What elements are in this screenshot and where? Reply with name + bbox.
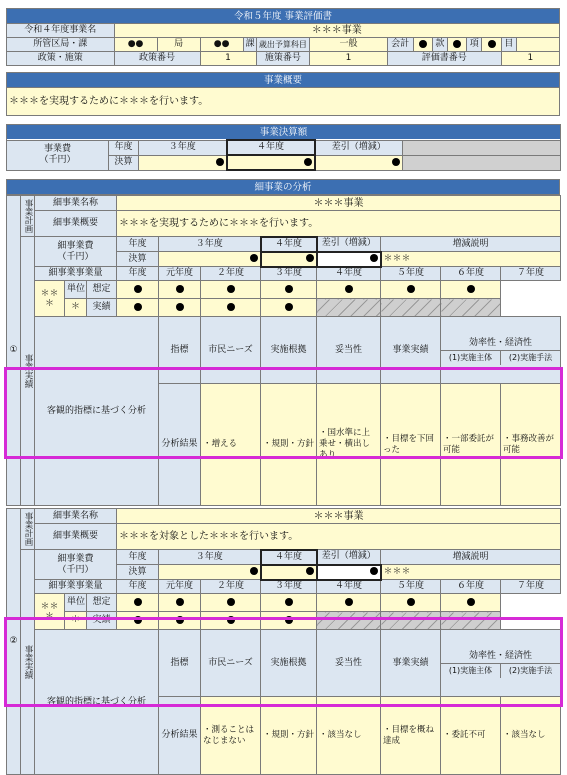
- ind-citizen: 市民ニーズ: [201, 630, 261, 697]
- actual-empty: [381, 299, 441, 317]
- dept-label: 所管区局・課: [7, 38, 115, 52]
- cost-explain: ＊＊＊: [381, 565, 561, 580]
- qty-year-col: ２年度: [201, 267, 261, 281]
- analysis-result: ・一部委託が可能: [441, 384, 501, 506]
- actual-label: 実績: [87, 612, 117, 630]
- measure-no: 1: [310, 52, 387, 66]
- unit-label: 単位: [65, 281, 87, 299]
- analysis-label: 客観的指標に基づく分析: [35, 630, 159, 775]
- overview-table: [6, 72, 560, 116]
- dept-kyoku: 局: [157, 38, 200, 52]
- kou-label: 項: [467, 38, 482, 52]
- qty-year-col: ３年度: [261, 580, 317, 594]
- cost-settle-label: 決算: [117, 565, 159, 580]
- plan-value: [201, 281, 261, 299]
- qty-year-col: ２年度: [201, 580, 261, 594]
- ind-record: 事業実績: [381, 630, 441, 697]
- qty-year-col: ４年度: [317, 267, 381, 281]
- plan-value: [201, 594, 261, 612]
- cost-col-r4: ４年度: [261, 550, 317, 565]
- item-number: ②: [7, 509, 21, 775]
- settlement-year-label: 年度: [109, 140, 139, 155]
- analysis-result: ・該当なし: [317, 697, 381, 775]
- account-label: 会計: [387, 38, 413, 52]
- cost-col-r3: ３年度: [159, 550, 261, 565]
- ind-eff-sub1: (1)実施主体: [441, 351, 501, 365]
- plan-value: [317, 594, 381, 612]
- qty-stars: ＊＊＊: [35, 594, 65, 630]
- year-label: 年度: [117, 267, 159, 281]
- cost-col-explain: 増減説明: [381, 237, 561, 252]
- analysis-result: ・該当なし: [501, 697, 561, 775]
- plan-value: [261, 281, 317, 299]
- qty-stars: ＊＊＊: [35, 281, 65, 317]
- summary-label: 細事業概要: [35, 524, 117, 550]
- project-name: ＊＊＊事業: [114, 24, 559, 38]
- settlement-r4-value: [227, 155, 315, 170]
- qty-year-col: ７年度: [501, 267, 561, 281]
- eval-no-label: 評価書番号: [387, 52, 501, 66]
- dept-dot2: ●●: [200, 38, 243, 52]
- actual-value: [261, 612, 317, 630]
- detail-item: [6, 508, 561, 775]
- qty-label: 細事業事業量: [35, 267, 117, 281]
- ind-validity: 妥当性: [317, 317, 381, 384]
- overview-title: 事業概要: [7, 73, 560, 88]
- plan-value: [117, 594, 159, 612]
- settlement-col-diff: 差引（増減）: [315, 140, 403, 155]
- actual-value: [117, 612, 159, 630]
- cost-col-r4: ４年度: [261, 237, 317, 252]
- qty-label: 細事業事業量: [35, 580, 117, 594]
- cost-explain: ＊＊＊: [381, 252, 561, 267]
- ind-citizen: 市民ニーズ: [201, 317, 261, 384]
- actual-value: [201, 299, 261, 317]
- actual-empty: [317, 299, 381, 317]
- kou-dot: [482, 38, 501, 52]
- name-label: 細事業名称: [35, 509, 117, 524]
- result-label: 分析結果: [159, 697, 201, 775]
- analysis-result: ・測ることはなじまない: [201, 697, 261, 775]
- cost-diff-value: [317, 252, 381, 267]
- actual-value: [201, 612, 261, 630]
- actual-value: [159, 612, 201, 630]
- plan-vert-label: 事業計画: [21, 196, 35, 237]
- unit-label: 単位: [65, 594, 87, 612]
- cost-col-r3: ３年度: [159, 237, 261, 252]
- account-dot: [413, 38, 432, 52]
- analysis-result: ・目標を下回った: [381, 384, 441, 506]
- plan-value: [159, 594, 201, 612]
- item-name: ＊＊＊事業: [117, 509, 561, 524]
- analysis-result: ・規則・方針: [261, 697, 317, 775]
- eval-no: 1: [501, 52, 559, 66]
- header-title: 令和５年度 事業評価書: [7, 9, 560, 24]
- qty-year-col: ６年度: [441, 267, 501, 281]
- detail-item: [6, 195, 561, 506]
- settlement-table: [6, 124, 561, 171]
- actual-empty: [441, 299, 501, 317]
- qty-year-col: ５年度: [381, 580, 441, 594]
- ind-eff-sub1: (1)実施主体: [441, 664, 501, 678]
- ka-label: 課: [243, 38, 256, 52]
- qty-year-col: ３年度: [261, 267, 317, 281]
- cost-col-diff: 差引（増減）: [317, 237, 381, 252]
- analysis-result: ・事務改善が可能: [501, 384, 561, 506]
- policy-no: 1: [200, 52, 256, 66]
- ind-basis: 実施根拠: [261, 630, 317, 697]
- actual-value: [117, 299, 159, 317]
- plan-label: 想定: [87, 281, 117, 299]
- cost-r4-value: [261, 565, 317, 580]
- kan-dot: [447, 38, 466, 52]
- actual-value: [261, 299, 317, 317]
- cost-col-diff: 差引（増減）: [317, 550, 381, 565]
- detail-items: [6, 195, 560, 775]
- actual-label: 実績: [87, 299, 117, 317]
- settlement-title: 事業決算額: [7, 125, 561, 141]
- cost-year-label: 年度: [117, 237, 159, 252]
- analysis-result: ・目標を概ね達成: [381, 697, 441, 775]
- actual-value: [159, 299, 201, 317]
- item-number: ①: [7, 196, 21, 506]
- qty-year-col: 元年度: [159, 580, 201, 594]
- measure-no-label: 施策番号: [256, 52, 310, 66]
- plan-label: 想定: [87, 594, 117, 612]
- actual-empty: [317, 612, 381, 630]
- result-vert-label: 事業実績: [21, 237, 35, 506]
- kan-label: 款: [432, 38, 447, 52]
- settlement-cost-label: 事業費 （千円）: [7, 140, 109, 170]
- analysis-label: 客観的指標に基づく分析: [35, 317, 159, 506]
- item-summary: ＊＊＊を対象とした＊＊＊を行います。: [117, 524, 561, 550]
- indicator-label: 指標: [159, 317, 201, 384]
- plan-value: [261, 594, 317, 612]
- cost-label: 細事業費 （千円）: [35, 550, 117, 580]
- detail-title: 細事業の分析: [7, 180, 560, 195]
- plan-value: [441, 281, 501, 299]
- ind-validity: 妥当性: [317, 630, 381, 697]
- dept-dot1: ●●: [114, 38, 157, 52]
- cost-r3-value: [159, 252, 261, 267]
- qty-year-col: ４年度: [317, 580, 381, 594]
- cost-label: 細事業費 （千円）: [35, 237, 117, 267]
- analysis-result: ・規則・方針: [261, 384, 317, 506]
- header-table: [6, 8, 560, 66]
- detail-title-table: [6, 179, 560, 195]
- overview-text: ＊＊＊を実現するために＊＊＊を行います。: [7, 88, 560, 116]
- cost-settle-label: 決算: [117, 252, 159, 267]
- settlement-col-r4: ４年度: [227, 140, 315, 155]
- year-label: 年度: [117, 580, 159, 594]
- actual-empty: [441, 612, 501, 630]
- analysis-result: ・国水準に上乗せ・横出しあり: [317, 384, 381, 506]
- cost-r4-value: [261, 252, 317, 267]
- moku-label: 目: [501, 38, 516, 52]
- name-label: 細事業名称: [35, 196, 117, 211]
- cost-year-label: 年度: [117, 550, 159, 565]
- ind-efficiency: 効率性・経済性: [441, 336, 560, 351]
- evaluation-sheet: [6, 8, 560, 775]
- indicator-label: 指標: [159, 630, 201, 697]
- plan-value: [117, 281, 159, 299]
- settlement-settle-label: 決算: [109, 155, 139, 170]
- cost-col-explain: 増減説明: [381, 550, 561, 565]
- settlement-diff-value: [315, 155, 403, 170]
- budget-label: 歳出予算科目: [256, 38, 310, 52]
- ind-eff-sub2: (2)実施手法: [508, 352, 553, 362]
- item-name: ＊＊＊事業: [117, 196, 561, 211]
- qty-year-col: ７年度: [501, 580, 561, 594]
- cost-r3-value: [159, 565, 261, 580]
- settlement-col-r3: ３年度: [139, 140, 227, 155]
- ind-record: 事業実績: [381, 317, 441, 384]
- settlement-r3-value: [139, 155, 227, 170]
- qty-year-col: 元年度: [159, 267, 201, 281]
- cost-diff-value: [317, 565, 381, 580]
- project-name-label: 令和４年度事業名: [7, 24, 115, 38]
- result-label: 分析結果: [159, 384, 201, 506]
- plan-value: [381, 281, 441, 299]
- ind-efficiency: 効率性・経済性: [441, 649, 560, 664]
- plan-value: [381, 594, 441, 612]
- analysis-result: ・増える: [201, 384, 261, 506]
- policy-no-label: 政策番号: [114, 52, 200, 66]
- ind-basis: 実施根拠: [261, 317, 317, 384]
- plan-vert-label: 事業計画: [21, 509, 35, 550]
- budget-value: 一般: [310, 38, 387, 52]
- plan-value: [317, 281, 381, 299]
- summary-label: 細事業概要: [35, 211, 117, 237]
- result-vert-label: 事業実績: [21, 550, 35, 775]
- qty-year-col: ５年度: [381, 267, 441, 281]
- unit-value: ＊: [65, 612, 87, 630]
- ind-eff-sub2: (2)実施手法: [508, 665, 553, 675]
- qty-year-col: ６年度: [441, 580, 501, 594]
- policy-label: 政策・施策: [7, 52, 115, 66]
- plan-value: [159, 281, 201, 299]
- analysis-result: ・委託不可: [441, 697, 501, 775]
- item-summary: ＊＊＊を実現するために＊＊＊を行います。: [117, 211, 561, 237]
- unit-value: ＊: [65, 299, 87, 317]
- actual-empty: [381, 612, 441, 630]
- plan-value: [441, 594, 501, 612]
